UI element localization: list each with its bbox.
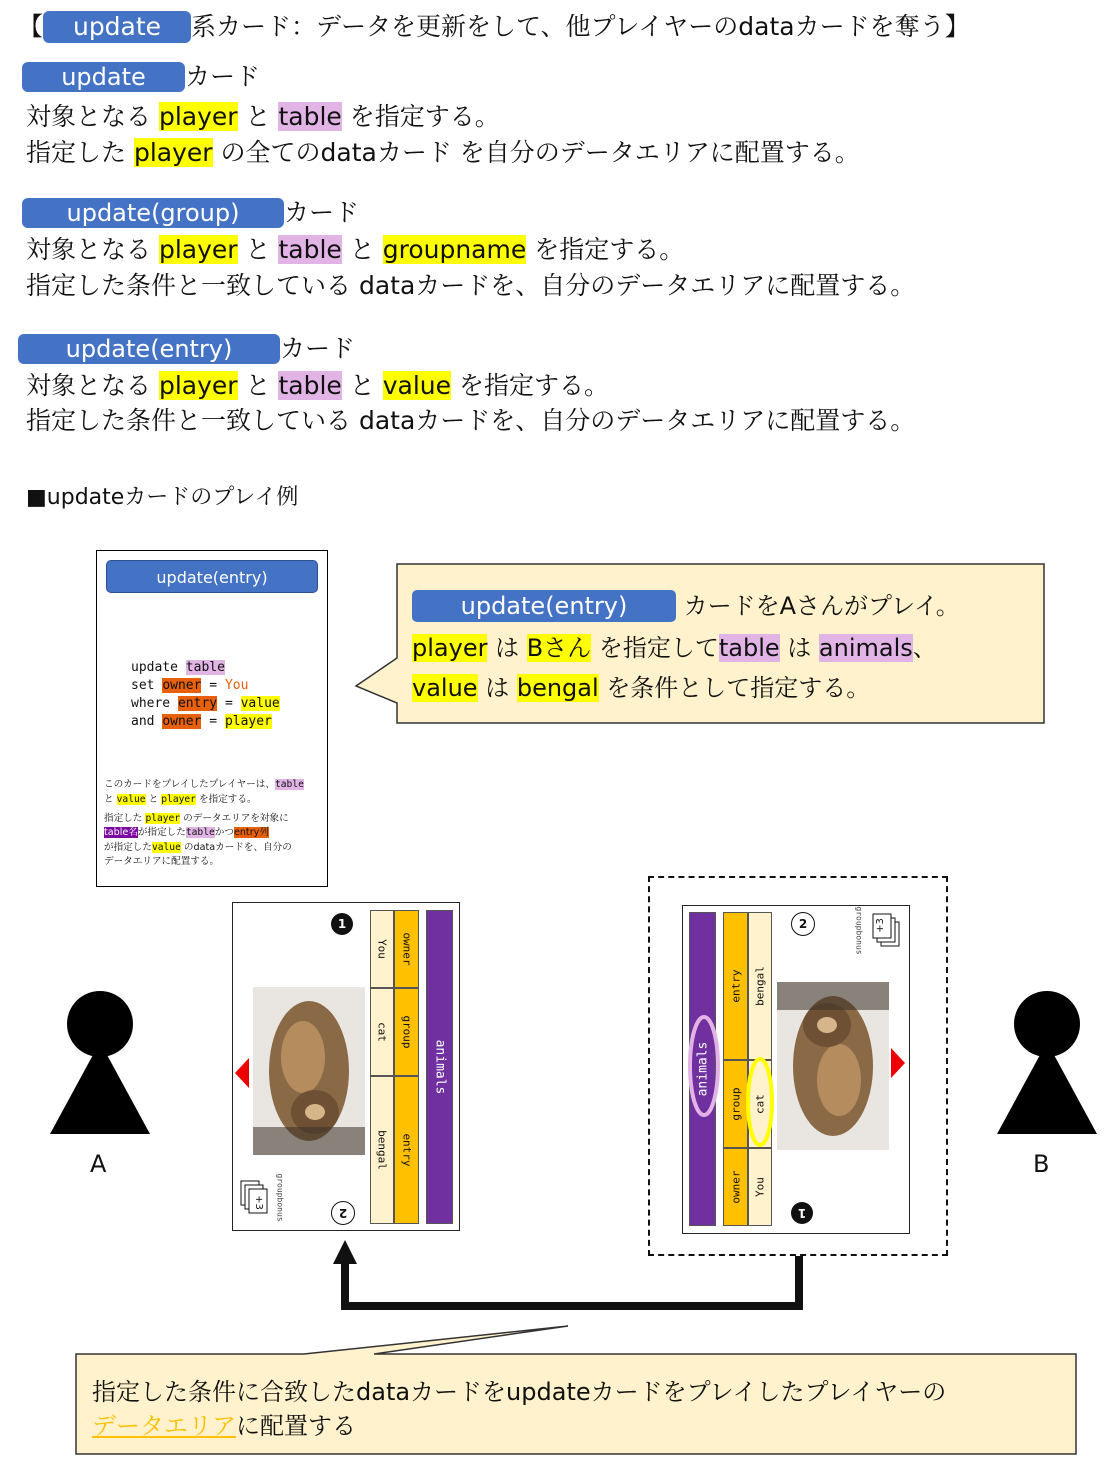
section-update-group-line2: 指定した条件と一致している dataカードを、自分のデータエリアに配置する。 — [26, 271, 916, 300]
text: と — [245, 371, 271, 400]
value-cell-entry — [748, 912, 772, 1060]
player-keyword: player — [145, 813, 181, 824]
text: を指定する。 — [458, 371, 609, 400]
bonus-label: +3 — [252, 1195, 264, 1210]
rule-desc-6: データエリアに配置する。 — [104, 856, 220, 867]
update-pill: update — [43, 11, 191, 43]
cell-text: cat — [375, 1022, 389, 1042]
cell-text: bengal — [753, 966, 767, 1006]
cell-text: owner — [729, 1170, 742, 1204]
value-cell-owner — [370, 910, 394, 988]
text: カードをAさんがプレイ。 — [683, 592, 960, 620]
cell-text: animals — [695, 1041, 710, 1097]
text: 対象となる — [26, 235, 152, 264]
sql-player: player — [224, 714, 272, 729]
player-a-icon — [48, 990, 152, 1136]
callout-top-line2 — [412, 628, 937, 663]
player-keyword: player — [133, 138, 213, 167]
bengal-value: bengal — [516, 674, 599, 702]
groupname-keyword: groupname — [382, 235, 527, 264]
update-entry-pill: update(entry) — [18, 334, 280, 364]
sql-eq: = — [209, 678, 218, 693]
player-keyword: player — [158, 371, 238, 400]
card-suffix: カード — [185, 62, 261, 91]
sql-eq: = — [209, 714, 218, 729]
value-cell-group — [370, 988, 394, 1076]
table-keyword: table — [185, 827, 215, 838]
section-update-entry-line2: 指定した条件と一致している dataカードを、自分のデータエリアに配置する。 — [26, 406, 916, 435]
text: と — [245, 102, 271, 131]
value-keyword: value — [412, 674, 478, 702]
update-group-pill: update(group) — [22, 198, 284, 228]
section-update-line2 — [26, 136, 860, 170]
data-area-link[interactable]: データエリア — [92, 1412, 236, 1440]
header-cell-entry — [394, 1076, 419, 1224]
player-keyword: player — [158, 102, 238, 131]
header-cell-group — [394, 988, 419, 1076]
sql-owner: owner — [162, 714, 202, 729]
text: と — [148, 794, 159, 805]
animals-value: animals — [818, 634, 913, 662]
text: と — [245, 235, 271, 264]
value-keyword: value — [382, 371, 452, 400]
entry-keyword: entry列 — [233, 827, 269, 838]
rule-card-title: update(entry) — [106, 560, 318, 593]
callout-bottom-line1: 指定した条件に合致したdataカードをupdateカードをプレイしたプレイヤーの — [92, 1378, 947, 1406]
section-update-heading — [22, 60, 260, 94]
value-keyword: value — [116, 794, 146, 805]
text: のデータエリアを対象に — [183, 813, 289, 824]
card-suffix: カード — [284, 198, 360, 227]
card-number-badge: 2 — [791, 912, 815, 936]
player-keyword: player — [161, 794, 196, 805]
table-keyword: table — [278, 102, 342, 131]
section-update-group-heading — [22, 196, 359, 230]
cat-highlight-ellipse — [745, 1056, 775, 1148]
section-update-group-line1 — [26, 233, 684, 267]
text: を指定する。 — [198, 794, 257, 805]
text: 指定した — [26, 138, 127, 167]
header-cell-owner — [394, 910, 419, 988]
sql-eq: = — [224, 696, 233, 711]
sql-value: value — [240, 696, 280, 711]
brand-label: groupbonus — [275, 1173, 285, 1222]
player-keyword: player — [412, 634, 488, 662]
text: かつ — [214, 827, 234, 838]
text: が指定した — [104, 842, 152, 853]
value-cell-entry — [370, 1076, 394, 1224]
text: を指定して — [598, 634, 719, 662]
player-keyword: player — [158, 235, 238, 264]
callout-bottom-line2 — [92, 1406, 356, 1441]
update-entry-pill: update(entry) — [412, 590, 676, 622]
player-b-label: B — [1033, 1150, 1050, 1178]
sql-keyword: and — [131, 714, 155, 729]
cell-text: bengal — [375, 1130, 389, 1170]
header-cell-entry — [723, 912, 748, 1060]
cell-text: You — [375, 939, 389, 959]
text: 対象となる — [26, 102, 152, 131]
cat-photo — [253, 987, 365, 1155]
sql-entry: entry — [177, 696, 218, 711]
value-keyword: value — [151, 842, 181, 853]
cell-text: entry — [729, 969, 742, 1003]
text: と — [349, 235, 375, 264]
table-name-keyword: table名 — [104, 827, 138, 838]
cell-text: owner — [400, 932, 413, 966]
card-number-badge: 1 — [331, 913, 353, 935]
transfer-arrow-icon — [325, 1234, 815, 1314]
text: を指定する。 — [534, 235, 685, 264]
section-update-line1 — [26, 100, 500, 134]
text: に配置する — [236, 1412, 356, 1440]
rule-desc-4 — [104, 825, 269, 841]
header-cell-owner — [723, 1148, 748, 1226]
text: は — [495, 634, 520, 662]
sql-you: You — [224, 678, 249, 693]
table-keyword: table — [278, 235, 342, 264]
text: の全てのdataカード を自分のデータエリアに配置する。 — [220, 138, 860, 167]
rule-desc-1 — [104, 777, 304, 793]
table-keyword: table — [274, 779, 304, 790]
cell-text: entry — [400, 1133, 413, 1167]
cat-photo — [777, 982, 889, 1150]
player-b-value: Bさん — [526, 634, 592, 662]
cell-text: You — [753, 1177, 767, 1197]
red-triangle-icon — [891, 1048, 905, 1078]
rule-card-sql — [131, 659, 280, 731]
card-number-badge: 1 — [791, 1202, 813, 1224]
callout-top-line1 — [412, 586, 960, 622]
red-triangle-icon — [235, 1058, 249, 1088]
text: このカードをプレイしたプレイヤーは、 — [104, 779, 275, 790]
title-text: 系カード：データを更新をして、他プレイヤーのdataカードを奪う】 — [191, 12, 970, 41]
section-update-entry-heading — [18, 332, 355, 366]
text: 指定した — [104, 813, 143, 824]
update-pill: update — [22, 62, 185, 92]
player-b-icon — [995, 990, 1099, 1136]
animals-highlight-ellipse — [687, 1014, 721, 1118]
sql-keyword: where — [131, 696, 171, 711]
example-heading: ■updateカードのプレイ例 — [26, 485, 299, 510]
table-keyword: table — [278, 371, 342, 400]
brand-label: groupbonus — [854, 906, 864, 955]
text: は — [485, 674, 510, 702]
text: と — [349, 371, 375, 400]
cell-text: animals — [432, 1039, 447, 1095]
text: は — [787, 634, 812, 662]
title-bracket: 【 — [18, 12, 44, 41]
card-number-badge: 2 — [331, 1201, 355, 1225]
text: を指定する。 — [349, 102, 500, 131]
text: 対象となる — [26, 371, 152, 400]
page-title — [18, 10, 970, 44]
section-update-entry-line1 — [26, 369, 609, 403]
text: 、 — [912, 634, 937, 662]
table-keyword: table — [718, 634, 780, 662]
value-cell-owner — [748, 1148, 772, 1226]
player-a-label: A — [90, 1150, 107, 1178]
sql-table: table — [185, 660, 225, 675]
data-card-right — [682, 905, 910, 1234]
bonus-label: +3 — [874, 918, 886, 933]
text: と — [104, 794, 114, 805]
cell-text: group — [729, 1087, 742, 1121]
sql-keyword: set — [131, 678, 155, 693]
cell-text: group — [400, 1015, 413, 1049]
sql-keyword: update — [131, 660, 178, 675]
cell-text: cat — [753, 1094, 767, 1114]
sql-owner: owner — [162, 678, 202, 693]
rule-desc-2 — [104, 792, 257, 808]
rule-card — [96, 550, 328, 887]
data-card-left — [232, 902, 460, 1231]
table-name-bar — [426, 910, 453, 1224]
text: が指定した — [137, 827, 186, 838]
text: のdataカードを、自分の — [183, 842, 292, 853]
callout-top-line3 — [412, 668, 870, 703]
text: を条件として指定する。 — [606, 674, 871, 702]
card-suffix: カード — [280, 334, 356, 363]
